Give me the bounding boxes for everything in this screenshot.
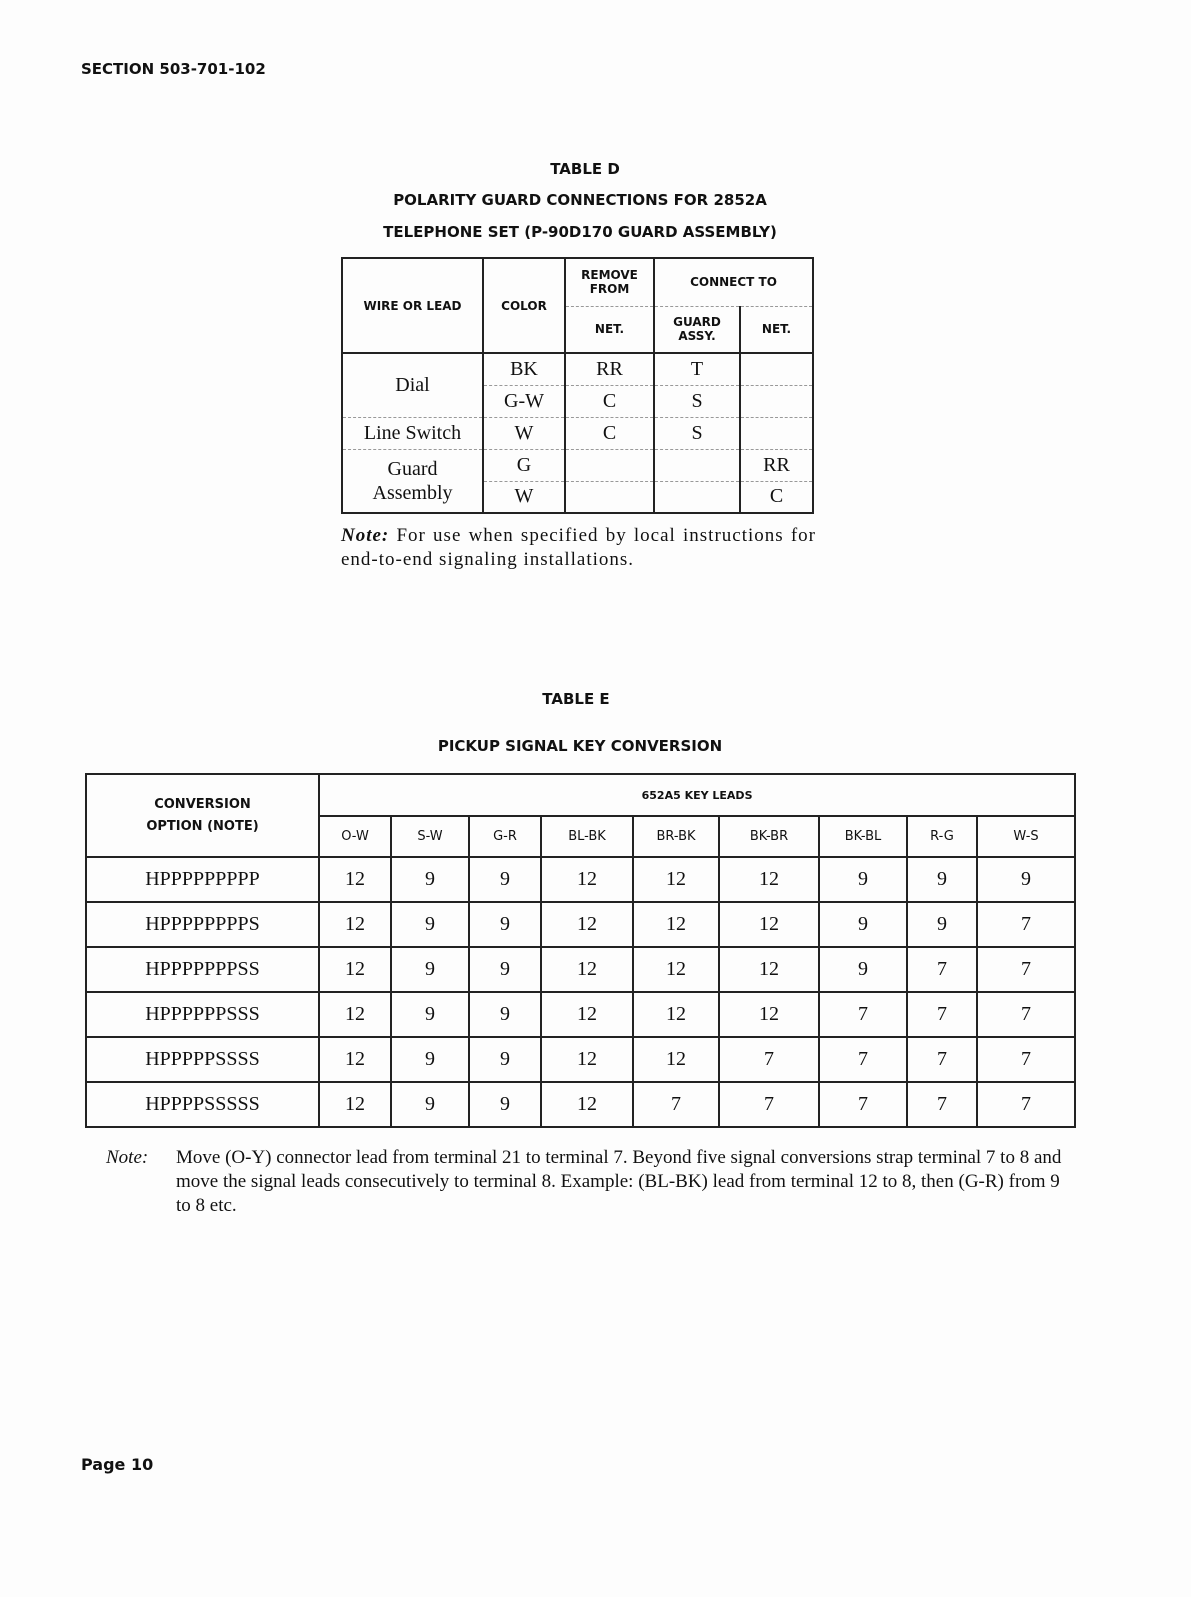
section-number: SECTION 503-701-102 (81, 60, 266, 78)
terminal-cell: 7 (633, 1082, 719, 1127)
cell: G-W (483, 385, 565, 417)
conversion-option: HPPPPPSSSS (86, 1037, 319, 1082)
terminal-cell: 12 (319, 1037, 391, 1082)
terminal-cell: 12 (633, 857, 719, 902)
terminal-cell: 9 (391, 947, 469, 992)
terminal-cell: 12 (541, 1037, 633, 1082)
terminal-cell: 9 (819, 857, 907, 902)
header-connect-net: NET. (740, 306, 813, 353)
terminal-cell: 12 (319, 947, 391, 992)
conversion-option: HPPPPPPSSS (86, 992, 319, 1037)
header-color: COLOR (483, 258, 565, 353)
terminal-cell: 7 (977, 947, 1075, 992)
cell (565, 449, 654, 481)
column-header: W-S (977, 816, 1075, 857)
conversion-option: HPPPPPPPPP (86, 857, 319, 902)
terminal-cell: 12 (719, 902, 819, 947)
terminal-cell: 12 (541, 857, 633, 902)
terminal-cell: 12 (541, 902, 633, 947)
terminal-cell: 7 (819, 1037, 907, 1082)
conversion-option: HPPPPPPPSS (86, 947, 319, 992)
table-d-note (341, 524, 816, 572)
column-header: S-W (391, 816, 469, 857)
terminal-cell: 12 (633, 1037, 719, 1082)
terminal-cell: 9 (391, 1037, 469, 1082)
terminal-cell: 12 (719, 857, 819, 902)
column-header: G-R (469, 816, 541, 857)
table-d-subtitle-2: TELEPHONE SET (P-90D170 GUARD ASSEMBLY) (383, 223, 777, 241)
lead-cell: Line Switch (342, 417, 483, 449)
table-d-title: TABLE D (550, 160, 620, 178)
terminal-cell: 12 (319, 1082, 391, 1127)
table-d (341, 257, 814, 514)
terminal-cell: 9 (391, 857, 469, 902)
terminal-cell: 12 (319, 857, 391, 902)
terminal-cell: 12 (633, 902, 719, 947)
terminal-cell: 9 (469, 1082, 541, 1127)
terminal-cell: 12 (541, 992, 633, 1037)
table-e (85, 773, 1076, 1128)
terminal-cell: 12 (719, 947, 819, 992)
page-number: Page 10 (81, 1455, 154, 1474)
terminal-cell: 7 (819, 1082, 907, 1127)
terminal-cell: 12 (633, 992, 719, 1037)
column-header: O-W (319, 816, 391, 857)
cell (740, 385, 813, 417)
note-text: For use when specified by local instructions for end-to-end signaling installations. (341, 525, 817, 570)
table-d-subtitle-1: POLARITY GUARD CONNECTIONS FOR 2852A (393, 191, 767, 209)
cell: C (565, 385, 654, 417)
cell: S (654, 385, 740, 417)
cell: G (483, 449, 565, 481)
terminal-cell: 9 (469, 857, 541, 902)
table-row (86, 902, 1075, 947)
terminal-cell: 9 (391, 992, 469, 1037)
terminal-cell: 9 (391, 902, 469, 947)
cell: W (483, 417, 565, 449)
table-row (86, 1082, 1075, 1127)
table-e-note (106, 1146, 1066, 1218)
cell: C (740, 481, 813, 513)
terminal-cell: 9 (907, 902, 977, 947)
header-wire: WIRE OR LEAD (342, 258, 483, 353)
table-e-title: TABLE E (542, 690, 610, 708)
terminal-cell: 7 (819, 992, 907, 1037)
terminal-cell: 9 (907, 857, 977, 902)
terminal-cell: 12 (633, 947, 719, 992)
terminal-cell: 9 (391, 1082, 469, 1127)
table-e-subtitle: PICKUP SIGNAL KEY CONVERSION (437, 737, 723, 755)
terminal-cell: 12 (719, 992, 819, 1037)
terminal-cell: 9 (469, 992, 541, 1037)
terminal-cell: 7 (907, 1082, 977, 1127)
terminal-cell: 12 (319, 992, 391, 1037)
terminal-cell: 12 (541, 947, 633, 992)
table-row (86, 992, 1075, 1037)
column-header: BL-BK (541, 816, 633, 857)
cell: S (654, 417, 740, 449)
cell: RR (565, 353, 654, 385)
terminal-cell: 7 (719, 1037, 819, 1082)
column-header: BR-BK (633, 816, 719, 857)
note-text: Move (O-Y) connector lead from terminal 21 to terminal 7. Beyond five signal conversions strap terminal 7 to 8 and move the signal leads consecutively to terminal 8. Example: (BL-BK) lead from terminal 12 to 8, then (G-R) from 9 to 8 etc. (176, 1147, 1062, 1216)
header-key-leads: 652A5 KEY LEADS (319, 774, 1075, 816)
column-header: BK-BR (719, 816, 819, 857)
column-header: R-G (907, 816, 977, 857)
cell: W (483, 481, 565, 513)
terminal-cell: 7 (907, 1037, 977, 1082)
lead-cell: Guard Assembly (342, 449, 483, 513)
table-row (86, 1037, 1075, 1082)
lead-cell: Dial (342, 353, 483, 417)
cell: BK (483, 353, 565, 385)
note-label: Note: (341, 525, 390, 546)
terminal-cell: 7 (719, 1082, 819, 1127)
terminal-cell: 7 (907, 947, 977, 992)
terminal-cell: 7 (907, 992, 977, 1037)
terminal-cell: 9 (977, 857, 1075, 902)
cell (740, 353, 813, 385)
terminal-cell: 9 (819, 947, 907, 992)
table-row (86, 857, 1075, 902)
cell (654, 449, 740, 481)
terminal-cell: 9 (469, 947, 541, 992)
note-label: Note: (106, 1147, 149, 1168)
terminal-cell: 7 (977, 902, 1075, 947)
terminal-cell: 9 (819, 902, 907, 947)
terminal-cell: 7 (977, 1037, 1075, 1082)
cell: C (565, 417, 654, 449)
terminal-cell: 9 (469, 902, 541, 947)
cell: T (654, 353, 740, 385)
terminal-cell: 7 (977, 1082, 1075, 1127)
header-conversion-option: CONVERSION OPTION (NOTE) (86, 774, 319, 857)
header-guard-assy: GUARD ASSY. (654, 306, 740, 353)
conversion-option: HPPPPSSSSS (86, 1082, 319, 1127)
header-remove-net: NET. (565, 306, 654, 353)
header-connect-to: CONNECT TO (654, 258, 813, 306)
terminal-cell: 9 (469, 1037, 541, 1082)
terminal-cell: 12 (319, 902, 391, 947)
conversion-option: HPPPPPPPPS (86, 902, 319, 947)
header-remove-from: REMOVE FROM (565, 258, 654, 306)
terminal-cell: 7 (977, 992, 1075, 1037)
column-header: BK-BL (819, 816, 907, 857)
table-row (86, 947, 1075, 992)
cell (565, 481, 654, 513)
terminal-cell: 12 (541, 1082, 633, 1127)
cell: RR (740, 449, 813, 481)
cell (740, 417, 813, 449)
cell (654, 481, 740, 513)
